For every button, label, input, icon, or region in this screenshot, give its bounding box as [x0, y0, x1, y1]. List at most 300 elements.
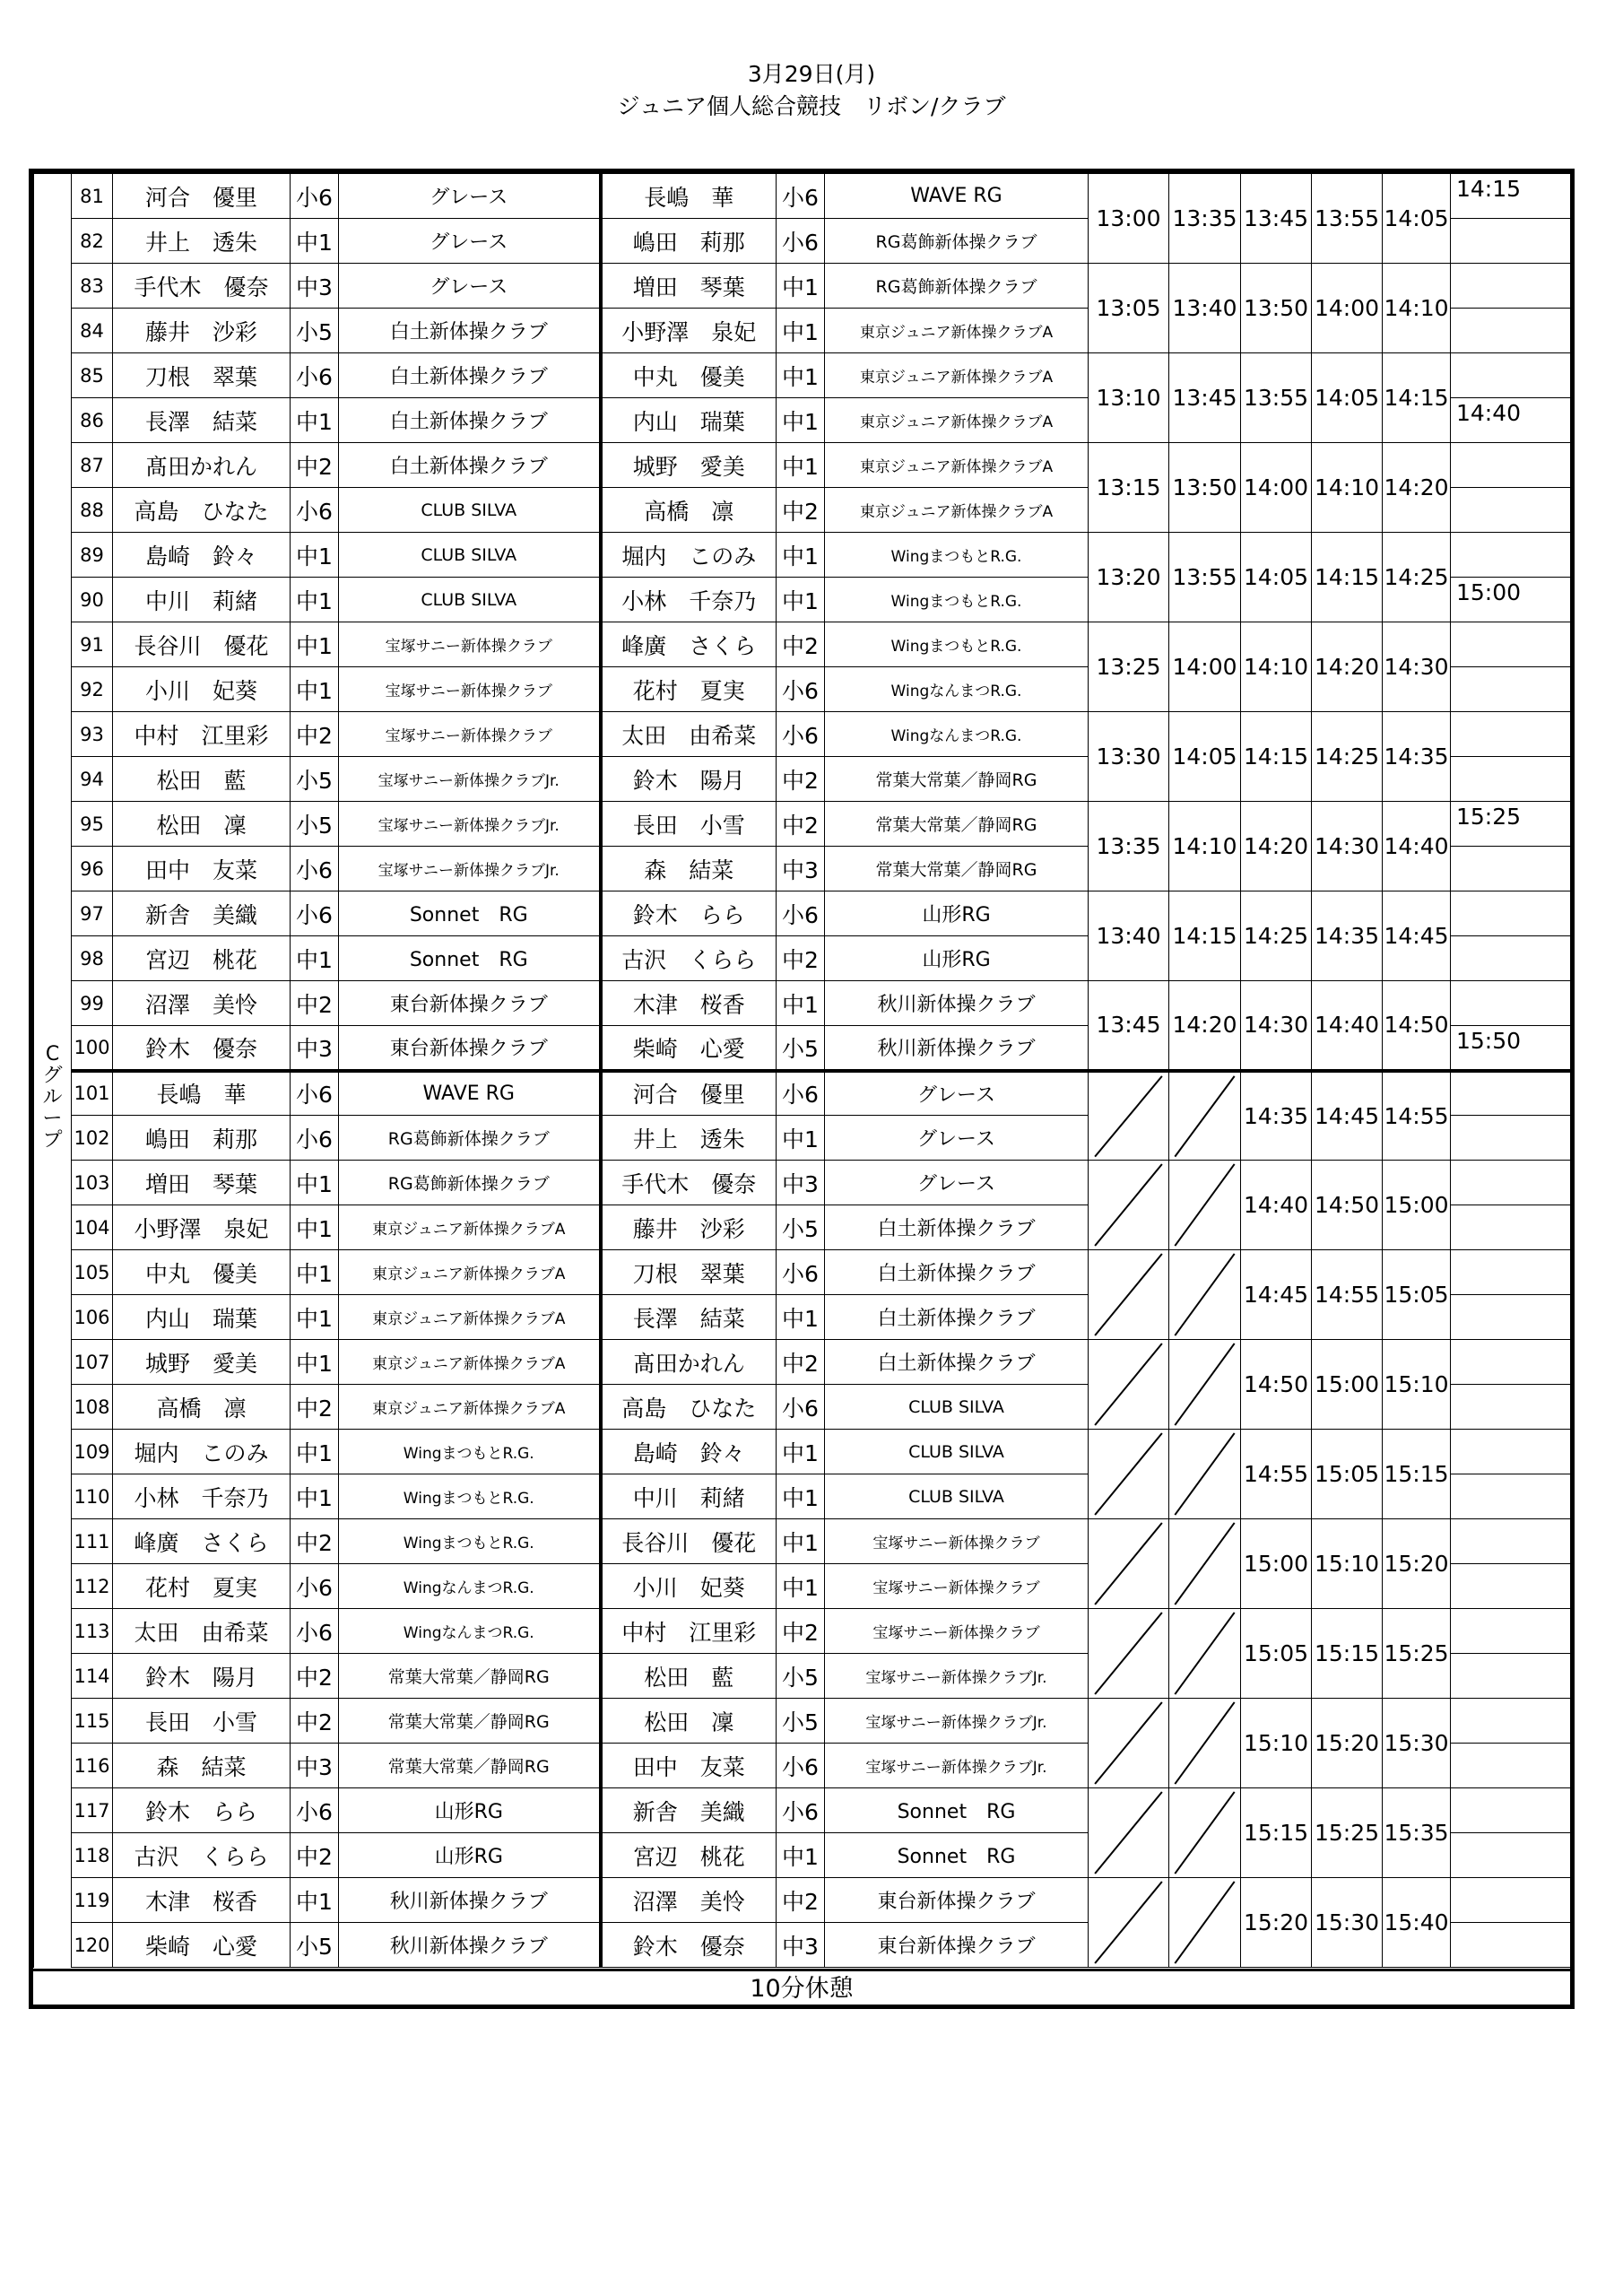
club-name: 山形RG	[825, 936, 1089, 981]
grade: 中2	[291, 712, 339, 757]
time-slot-2: 14:15	[1169, 891, 1241, 981]
time-slot-3: 14:55	[1241, 1430, 1312, 1519]
time-slot-4: 14:35	[1312, 891, 1383, 981]
gymnast-name: 手代木 優奈	[113, 264, 291, 309]
gymnast-name: 中川 莉緒	[601, 1474, 777, 1519]
grade: 中2	[777, 936, 825, 981]
grade: 小6	[777, 891, 825, 936]
slash-mark	[1089, 1340, 1168, 1429]
time-slot-5: 14:50	[1383, 981, 1451, 1071]
break-time-cell	[1451, 1474, 1571, 1519]
gymnast-name: 島崎 鈴々	[113, 533, 291, 578]
time-slot-5: 15:30	[1383, 1699, 1451, 1788]
group-label	[34, 990, 71, 1152]
club-name: 宝塚サニー新体操クラブ	[339, 667, 601, 712]
club-name: 東京ジュニア新体操クラブA	[825, 398, 1089, 443]
gymnast-name: 太田 由希菜	[113, 1609, 291, 1654]
time-slot-2: 14:20	[1169, 981, 1241, 1071]
start-number: 109	[72, 1430, 113, 1474]
gymnast-name: 小林 千奈乃	[113, 1474, 291, 1519]
club-name: Sonnet RG	[825, 1833, 1089, 1878]
time-slot-3: 14:35	[1241, 1071, 1312, 1161]
grade: 小5	[291, 309, 339, 353]
time-slot-5: 14:30	[1383, 622, 1451, 712]
start-number: 83	[72, 264, 113, 309]
club-name: CLUB SILVA	[339, 578, 601, 622]
club-name: グレース	[339, 219, 601, 264]
grade: 中1	[777, 398, 825, 443]
grade: 小6	[777, 667, 825, 712]
time-slot-3: 14:05	[1241, 533, 1312, 622]
gymnast-name: 長田 小雪	[601, 802, 777, 847]
gymnast-name: 内山 瑞葉	[601, 398, 777, 443]
table-row	[34, 1430, 1571, 1474]
start-number: 92	[72, 667, 113, 712]
grade: 中2	[291, 1385, 339, 1430]
grade: 中1	[291, 622, 339, 667]
time-slot-1-empty	[1089, 1788, 1169, 1878]
gymnast-name: 城野 愛美	[601, 443, 777, 488]
break-time-cell	[1451, 264, 1571, 309]
time-slot-5: 14:45	[1383, 891, 1451, 981]
gymnast-name: 藤井 沙彩	[601, 1205, 777, 1250]
time-slot-3: 14:50	[1241, 1340, 1312, 1430]
time-slot-3: 15:10	[1241, 1699, 1312, 1788]
time-slot-5: 15:15	[1383, 1430, 1451, 1519]
slash-mark	[1169, 1699, 1240, 1787]
slash-mark	[1169, 1430, 1240, 1518]
club-name: RG葛飾新体操クラブ	[825, 264, 1089, 309]
grade: 中2	[777, 488, 825, 533]
break-time-cell	[1451, 1161, 1571, 1205]
club-name: Sonnet RG	[339, 891, 601, 936]
time-slot-1: 13:45	[1089, 981, 1169, 1071]
gymnast-name: 沼澤 美怜	[113, 981, 291, 1026]
gymnast-name: 井上 透朱	[601, 1116, 777, 1161]
time-slot-4: 14:05	[1312, 353, 1383, 443]
grade: 小6	[291, 1609, 339, 1654]
club-name: 東台新体操クラブ	[825, 1878, 1089, 1923]
grade: 小6	[777, 1385, 825, 1430]
start-number: 103	[72, 1161, 113, 1205]
time-slot-1: 13:40	[1089, 891, 1169, 981]
club-name: WAVE RG	[825, 174, 1089, 219]
gymnast-name: 長澤 結菜	[113, 398, 291, 443]
club-name: 宝塚サニー新体操クラブ	[339, 712, 601, 757]
grade: 中2	[777, 757, 825, 802]
club-name: 宝塚サニー新体操クラブJr.	[339, 802, 601, 847]
break-time-cell	[1451, 981, 1571, 1026]
time-slot-5: 15:20	[1383, 1519, 1451, 1609]
grade: 中2	[777, 1878, 825, 1923]
time-slot-3: 14:45	[1241, 1250, 1312, 1340]
club-name: 白土新体操クラブ	[339, 443, 601, 488]
club-name: 白土新体操クラブ	[339, 398, 601, 443]
slash-mark	[1089, 1073, 1168, 1161]
grade: 小6	[777, 1788, 825, 1833]
time-slot-2: 14:05	[1169, 712, 1241, 802]
time-slot-5: 14:40	[1383, 802, 1451, 891]
gymnast-name: 中村 江里彩	[113, 712, 291, 757]
time-slot-3: 14:15	[1241, 712, 1312, 802]
break-time-cell	[1451, 1744, 1571, 1788]
break-time: 15:00	[1456, 579, 1522, 605]
club-name: 常葉大常葉／静岡RG	[339, 1699, 601, 1744]
start-number: 86	[72, 398, 113, 443]
group-label-cell	[34, 174, 72, 1968]
gymnast-name: 鈴木 らら	[601, 891, 777, 936]
grade: 中2	[291, 1519, 339, 1564]
break-time-cell	[1451, 712, 1571, 757]
time-slot-4: 15:15	[1312, 1609, 1383, 1699]
time-slot-4: 15:25	[1312, 1788, 1383, 1878]
slash-mark	[1089, 1161, 1168, 1249]
start-number: 95	[72, 802, 113, 847]
break-time-cell	[1451, 1519, 1571, 1564]
time-slot-3: 14:20	[1241, 802, 1312, 891]
time-slot-4: 15:05	[1312, 1430, 1383, 1519]
start-number: 85	[72, 353, 113, 398]
break-time-cell	[1451, 1654, 1571, 1699]
break-time-cell	[1451, 622, 1571, 667]
grade: 中1	[291, 667, 339, 712]
club-name: 東京ジュニア新体操クラブA	[825, 309, 1089, 353]
grade: 中1	[291, 1340, 339, 1385]
club-name: 宝塚サニー新体操クラブJr.	[825, 1654, 1089, 1699]
table-row	[34, 1071, 1571, 1116]
club-name: 山形RG	[825, 891, 1089, 936]
gymnast-name: 花村 夏実	[113, 1564, 291, 1609]
grade: 中2	[777, 1609, 825, 1654]
gymnast-name: 高橋 凛	[601, 488, 777, 533]
start-number: 91	[72, 622, 113, 667]
break-time-cell	[1451, 757, 1571, 802]
table-row	[34, 891, 1571, 936]
club-name: 東京ジュニア新体操クラブA	[825, 353, 1089, 398]
gymnast-name: 木津 桜香	[113, 1878, 291, 1923]
club-name: 宝塚サニー新体操クラブJr.	[825, 1744, 1089, 1788]
time-slot-5: 14:25	[1383, 533, 1451, 622]
grade: 中1	[777, 1295, 825, 1340]
gymnast-name: 堀内 このみ	[601, 533, 777, 578]
club-name: 白土新体操クラブ	[825, 1205, 1089, 1250]
time-slot-3: 15:20	[1241, 1878, 1312, 1968]
grade: 中1	[291, 1474, 339, 1519]
club-name: CLUB SILVA	[825, 1430, 1089, 1474]
grade: 中1	[291, 219, 339, 264]
club-name: グレース	[339, 174, 601, 219]
time-slot-5: 15:40	[1383, 1878, 1451, 1968]
slash-mark	[1089, 1250, 1168, 1339]
slash-mark	[1089, 1430, 1168, 1518]
break-time-cell	[1451, 1923, 1571, 1968]
gymnast-name: 鈴木 陽月	[113, 1654, 291, 1699]
break-time: 14:40	[1456, 400, 1522, 426]
time-slot-1-empty	[1089, 1071, 1169, 1161]
time-slot-4: 14:25	[1312, 712, 1383, 802]
club-name: 白土新体操クラブ	[825, 1295, 1089, 1340]
grade: 小6	[777, 712, 825, 757]
grade: 中1	[291, 1430, 339, 1474]
grade: 中1	[291, 1295, 339, 1340]
club-name: 常葉大常葉／静岡RG	[339, 1744, 601, 1788]
start-number: 94	[72, 757, 113, 802]
start-number: 101	[72, 1071, 113, 1116]
club-name: グレース	[825, 1116, 1089, 1161]
grade: 小6	[777, 1250, 825, 1295]
time-slot-5: 15:10	[1383, 1340, 1451, 1430]
club-name: CLUB SILVA	[339, 533, 601, 578]
gymnast-name: 峰廣 さくら	[113, 1519, 291, 1564]
slash-mark	[1169, 1519, 1240, 1608]
grade: 小5	[777, 1026, 825, 1071]
gymnast-name: 柴崎 心愛	[113, 1923, 291, 1968]
gymnast-name: 長田 小雪	[113, 1699, 291, 1744]
gymnast-name: 松田 藍	[601, 1654, 777, 1699]
club-name: 常葉大常葉／静岡RG	[825, 757, 1089, 802]
club-name: WingまつもとR.G.	[825, 622, 1089, 667]
gymnast-name: 井上 透朱	[113, 219, 291, 264]
start-number: 99	[72, 981, 113, 1026]
gymnast-name: 宮辺 桃花	[113, 936, 291, 981]
time-slot-4: 14:50	[1312, 1161, 1383, 1250]
grade: 小6	[291, 847, 339, 891]
table-row	[34, 1250, 1571, 1295]
grade: 小6	[291, 488, 339, 533]
club-name: CLUB SILVA	[825, 1474, 1089, 1519]
club-name: WingなんまつR.G.	[339, 1609, 601, 1654]
break-time-cell	[1451, 578, 1571, 622]
club-name: 宝塚サニー新体操クラブJr.	[339, 847, 601, 891]
gymnast-name: 中丸 優美	[113, 1250, 291, 1295]
start-number: 102	[72, 1116, 113, 1161]
club-name: 山形RG	[339, 1788, 601, 1833]
start-number: 118	[72, 1833, 113, 1878]
club-name: グレース	[825, 1071, 1089, 1116]
time-slot-4: 13:55	[1312, 174, 1383, 264]
time-slot-5: 15:35	[1383, 1788, 1451, 1878]
break-time-cell	[1451, 1609, 1571, 1654]
start-number: 117	[72, 1788, 113, 1833]
group-label-char: ー	[42, 1107, 63, 1130]
gymnast-name: 峰廣 さくら	[601, 622, 777, 667]
grade: 中1	[777, 1116, 825, 1161]
table-row	[34, 1340, 1571, 1385]
start-number: 111	[72, 1519, 113, 1564]
gymnast-name: 田中 友菜	[601, 1744, 777, 1788]
time-slot-1-empty	[1089, 1699, 1169, 1788]
break-time-cell	[1451, 533, 1571, 578]
break-time-cell	[1451, 1878, 1571, 1923]
grade: 小5	[291, 1923, 339, 1968]
gymnast-name: 刀根 翠葉	[601, 1250, 777, 1295]
break-time-cell	[1451, 1788, 1571, 1833]
schedule-grid	[33, 173, 1571, 1968]
time-slot-1: 13:15	[1089, 443, 1169, 533]
gymnast-name: 田中 友菜	[113, 847, 291, 891]
club-name: 宝塚サニー新体操クラブ	[825, 1519, 1089, 1564]
club-name: WAVE RG	[339, 1071, 601, 1116]
break-time-cell	[1451, 1205, 1571, 1250]
break-time-cell	[1451, 219, 1571, 264]
slash-mark	[1089, 1609, 1168, 1698]
grade: 中1	[291, 578, 339, 622]
grade: 中2	[777, 622, 825, 667]
grade: 小6	[291, 353, 339, 398]
table-row	[34, 981, 1571, 1026]
club-name: WingまつもとR.G.	[825, 533, 1089, 578]
time-slot-5: 14:35	[1383, 712, 1451, 802]
club-name: 白土新体操クラブ	[825, 1250, 1089, 1295]
gymnast-name: 高橋 凛	[113, 1385, 291, 1430]
gymnast-name: 小川 妃葵	[601, 1564, 777, 1609]
gymnast-name: 内山 瑞葉	[113, 1295, 291, 1340]
time-slot-1-empty	[1089, 1609, 1169, 1699]
grade: 中1	[291, 1878, 339, 1923]
club-name: 東京ジュニア新体操クラブA	[825, 488, 1089, 533]
time-slot-5: 15:05	[1383, 1250, 1451, 1340]
start-number: 113	[72, 1609, 113, 1654]
time-slot-4: 15:30	[1312, 1878, 1383, 1968]
time-slot-2: 13:55	[1169, 533, 1241, 622]
club-name: 山形RG	[339, 1833, 601, 1878]
grade: 中1	[291, 1161, 339, 1205]
break-time-cell	[1451, 1833, 1571, 1878]
grade: 中2	[291, 1699, 339, 1744]
gymnast-name: 手代木 優奈	[601, 1161, 777, 1205]
grade: 小6	[777, 1744, 825, 1788]
time-slot-5: 15:25	[1383, 1609, 1451, 1699]
gymnast-name: 太田 由希菜	[601, 712, 777, 757]
start-number: 82	[72, 219, 113, 264]
group-label-char: グ	[42, 1064, 63, 1087]
time-slot-2: 13:35	[1169, 174, 1241, 264]
gymnast-name: 長澤 結菜	[601, 1295, 777, 1340]
gymnast-name: 増田 琴葉	[113, 1161, 291, 1205]
break-time-cell	[1451, 1116, 1571, 1161]
club-name: 宝塚サニー新体操クラブJr.	[825, 1699, 1089, 1744]
gymnast-name: 河合 優里	[601, 1071, 777, 1116]
time-slot-1-empty	[1089, 1430, 1169, 1519]
start-number: 81	[72, 174, 113, 219]
break-time-cell	[1451, 398, 1571, 443]
grade: 中3	[777, 847, 825, 891]
gymnast-name: 城野 愛美	[113, 1340, 291, 1385]
start-number: 115	[72, 1699, 113, 1744]
group-label-char: プ	[42, 1128, 63, 1152]
time-slot-3: 15:00	[1241, 1519, 1312, 1609]
time-slot-1: 13:35	[1089, 802, 1169, 891]
start-number: 108	[72, 1385, 113, 1430]
club-name: 白土新体操クラブ	[339, 353, 601, 398]
time-slot-3: 14:25	[1241, 891, 1312, 981]
time-slot-5: 14:55	[1383, 1071, 1451, 1161]
slash-mark	[1169, 1073, 1240, 1161]
grade: 小5	[777, 1654, 825, 1699]
time-slot-3: 13:45	[1241, 174, 1312, 264]
break-time-cell	[1451, 174, 1571, 219]
break-time-cell	[1451, 1385, 1571, 1430]
slash-mark	[1089, 1878, 1168, 1967]
table-row	[34, 264, 1571, 309]
gymnast-name: 島崎 鈴々	[601, 1430, 777, 1474]
start-number: 119	[72, 1878, 113, 1923]
gymnast-name: 小川 妃葵	[113, 667, 291, 712]
time-slot-4: 14:55	[1312, 1250, 1383, 1340]
gymnast-name: 松田 藍	[113, 757, 291, 802]
break-time-cell	[1451, 847, 1571, 891]
time-slot-2: 14:10	[1169, 802, 1241, 891]
grade: 中2	[291, 443, 339, 488]
time-slot-1-empty	[1089, 1519, 1169, 1609]
break-time-cell	[1451, 488, 1571, 533]
time-slot-5: 14:05	[1383, 174, 1451, 264]
gymnast-name: 新舎 美織	[601, 1788, 777, 1833]
time-slot-2-empty	[1169, 1609, 1241, 1699]
time-slot-2-empty	[1169, 1699, 1241, 1788]
gymnast-name: 長嶋 華	[601, 174, 777, 219]
time-slot-5: 14:15	[1383, 353, 1451, 443]
time-slot-5: 14:20	[1383, 443, 1451, 533]
grade: 中3	[291, 1026, 339, 1071]
club-name: 秋川新体操クラブ	[825, 1026, 1089, 1071]
gymnast-name: 松田 凜	[601, 1699, 777, 1744]
time-slot-2-empty	[1169, 1250, 1241, 1340]
grade: 中1	[291, 533, 339, 578]
time-slot-1: 13:25	[1089, 622, 1169, 712]
grade: 小6	[777, 219, 825, 264]
break-time-cell	[1451, 1071, 1571, 1116]
start-number: 107	[72, 1340, 113, 1385]
slash-mark	[1169, 1250, 1240, 1339]
club-name: WingまつもとR.G.	[825, 578, 1089, 622]
start-number: 116	[72, 1744, 113, 1788]
club-name: 常葉大常葉／静岡RG	[825, 802, 1089, 847]
start-number: 84	[72, 309, 113, 353]
gymnast-name: 沼澤 美怜	[601, 1878, 777, 1923]
gymnast-name: 小林 千奈乃	[601, 578, 777, 622]
break-time-cell	[1451, 443, 1571, 488]
club-name: WingまつもとR.G.	[339, 1474, 601, 1519]
table-row	[34, 1699, 1571, 1744]
grade: 中3	[777, 1923, 825, 1968]
time-slot-3: 14:10	[1241, 622, 1312, 712]
grade: 中2	[291, 1833, 339, 1878]
time-slot-2: 13:45	[1169, 353, 1241, 443]
slash-mark	[1169, 1878, 1240, 1967]
time-slot-3: 14:30	[1241, 981, 1312, 1071]
gymnast-name: 古沢 くらら	[601, 936, 777, 981]
time-slot-3: 13:50	[1241, 264, 1312, 353]
grade: 小5	[777, 1205, 825, 1250]
gymnast-name: 森 結菜	[601, 847, 777, 891]
time-slot-4: 14:10	[1312, 443, 1383, 533]
club-name: CLUB SILVA	[825, 1385, 1089, 1430]
break-time-cell	[1451, 1250, 1571, 1295]
time-slot-1-empty	[1089, 1250, 1169, 1340]
slash-mark	[1089, 1519, 1168, 1608]
break-time-cell	[1451, 1026, 1571, 1071]
club-name: 常葉大常葉／静岡RG	[825, 847, 1089, 891]
break-time-cell	[1451, 1699, 1571, 1744]
start-number: 97	[72, 891, 113, 936]
break-time-cell	[1451, 309, 1571, 353]
grade: 中1	[777, 1564, 825, 1609]
table-row	[34, 443, 1571, 488]
grade: 中1	[777, 533, 825, 578]
start-number: 87	[72, 443, 113, 488]
start-number: 98	[72, 936, 113, 981]
